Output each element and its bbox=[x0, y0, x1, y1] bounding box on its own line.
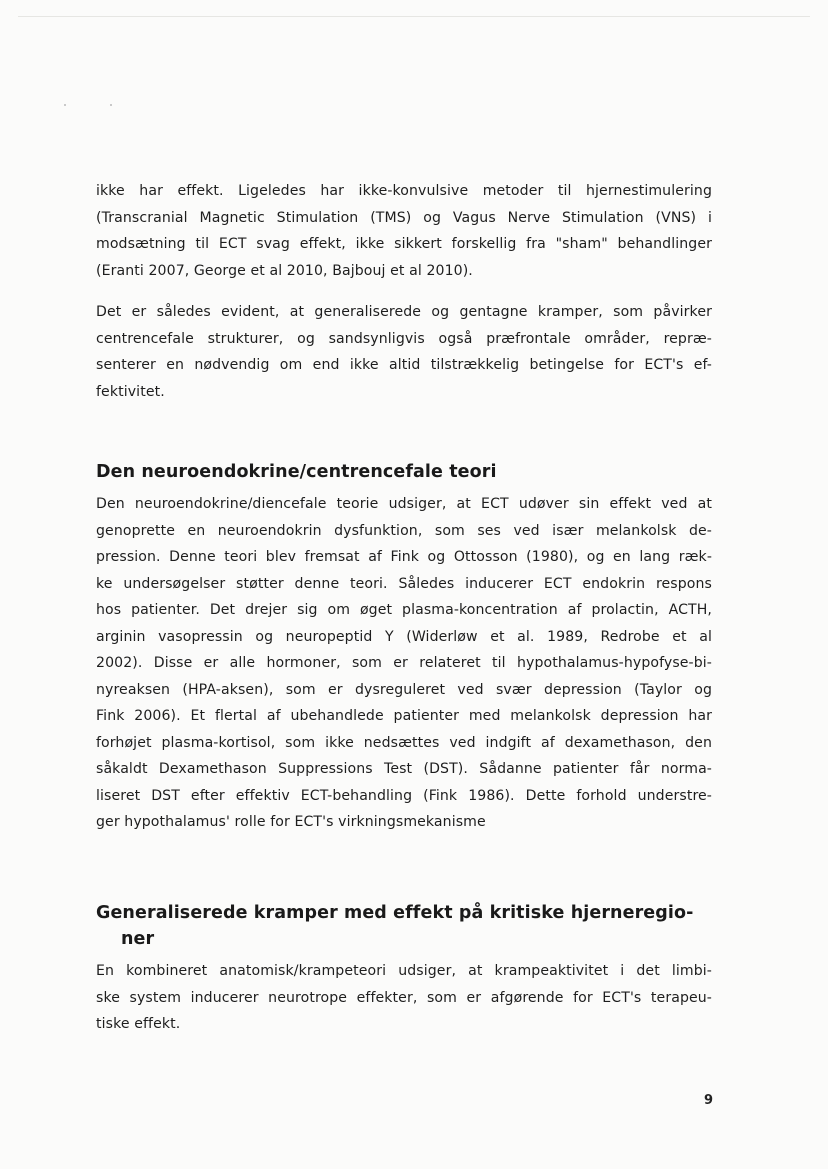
text-line: Det er således evident, at generaliserede og gentagne kramper, som påvirker bbox=[96, 304, 712, 320]
text-line: En kombineret anatomisk/krampeteori udsiger, at krampeaktivitet i det limbi- bbox=[96, 963, 712, 979]
paragraph-2 bbox=[96, 299, 712, 405]
text-line: fektivitet. bbox=[96, 383, 165, 400]
scan-speck bbox=[64, 104, 66, 106]
text-line: liseret DST efter effektiv ECT-behandling (Fink 1986). Dette forhold understre- bbox=[96, 787, 712, 804]
text-line: ske system inducerer neurotrope effekter, som er afgørende for ECT's terapeu- bbox=[96, 989, 712, 1006]
text-line: tiske effekt. bbox=[96, 1016, 181, 1032]
section-heading-generaliserede-kramper bbox=[96, 900, 693, 952]
text-line: 2002). Disse er alle hormoner, som er relateret til hypothalamus-hypofyse-bi- bbox=[96, 655, 712, 671]
section-heading-neuroendokrine bbox=[96, 459, 497, 485]
heading-text: Generaliserede kramper med effekt på kritiske hjerneregio- bbox=[96, 903, 694, 923]
text-line: Den neuroendokrine/diencefale teorie udsiger, at ECT udøver sin effekt ved at bbox=[96, 496, 712, 512]
text-line: genoprette en neuroendokrin dysfunktion, som ses ved især melankolsk de- bbox=[96, 522, 712, 539]
text-line: pression. Denne teori blev fremsat af Fink og Ottosson (1980), og en lang ræk- bbox=[96, 549, 712, 565]
heading-text: Den neuroendokrine/centrencefale teori bbox=[96, 462, 497, 482]
paragraph-3 bbox=[96, 491, 712, 836]
paragraph-1 bbox=[96, 178, 712, 284]
heading-text-continued: ner bbox=[121, 929, 155, 949]
text-line: Fink 2006). Et flertal af ubehandlede patienter med melankolsk depression har bbox=[96, 708, 712, 724]
text-line: centrencefale strukturer, og sandsynligvis også præfrontale områder, repræ- bbox=[96, 330, 712, 347]
text-line: forhøjet plasma-kortisol, som ikke nedsættes ved indgift af dexamethason, den bbox=[96, 734, 712, 751]
scan-speck bbox=[110, 104, 112, 106]
text-line: (Eranti 2007, George et al 2010, Bajbouj et al 2010). bbox=[96, 262, 473, 279]
page-number: 9 bbox=[704, 1093, 714, 1108]
page-top-edge bbox=[18, 16, 810, 17]
paragraph-4 bbox=[96, 958, 712, 1038]
text-line: ikke har effekt. Ligeledes har ikke-konvulsive metoder til hjernestimulering bbox=[96, 183, 712, 199]
text-line: ger hypothalamus' rolle for ECT's virkningsmekanisme bbox=[96, 814, 486, 830]
text-line: såkaldt Dexamethason Suppressions Test (DST). Sådanne patienter får norma- bbox=[96, 761, 712, 777]
text-line: nyreaksen (HPA-aksen), som er dysreguleret ved svær depression (Taylor og bbox=[96, 681, 712, 698]
text-line: hos patienter. Det drejer sig om øget plasma-koncentration af prolactin, ACTH, bbox=[96, 602, 712, 618]
text-line: modsætning til ECT svag effekt, ikke sikkert forskellig fra "sham" behandlinger bbox=[96, 236, 712, 252]
text-line: (Transcranial Magnetic Stimulation (TMS) og Vagus Nerve Stimulation (VNS) i bbox=[96, 209, 712, 226]
text-line: ke undersøgelser støtter denne teori. Således inducerer ECT endokrin respons bbox=[96, 575, 712, 592]
text-line: arginin vasopressin og neuropeptid Y (Widerløw et al. 1989, Redrobe et al bbox=[96, 628, 712, 645]
text-line: senterer en nødvendig om end ikke altid tilstrækkelig betingelse for ECT's ef- bbox=[96, 357, 712, 373]
